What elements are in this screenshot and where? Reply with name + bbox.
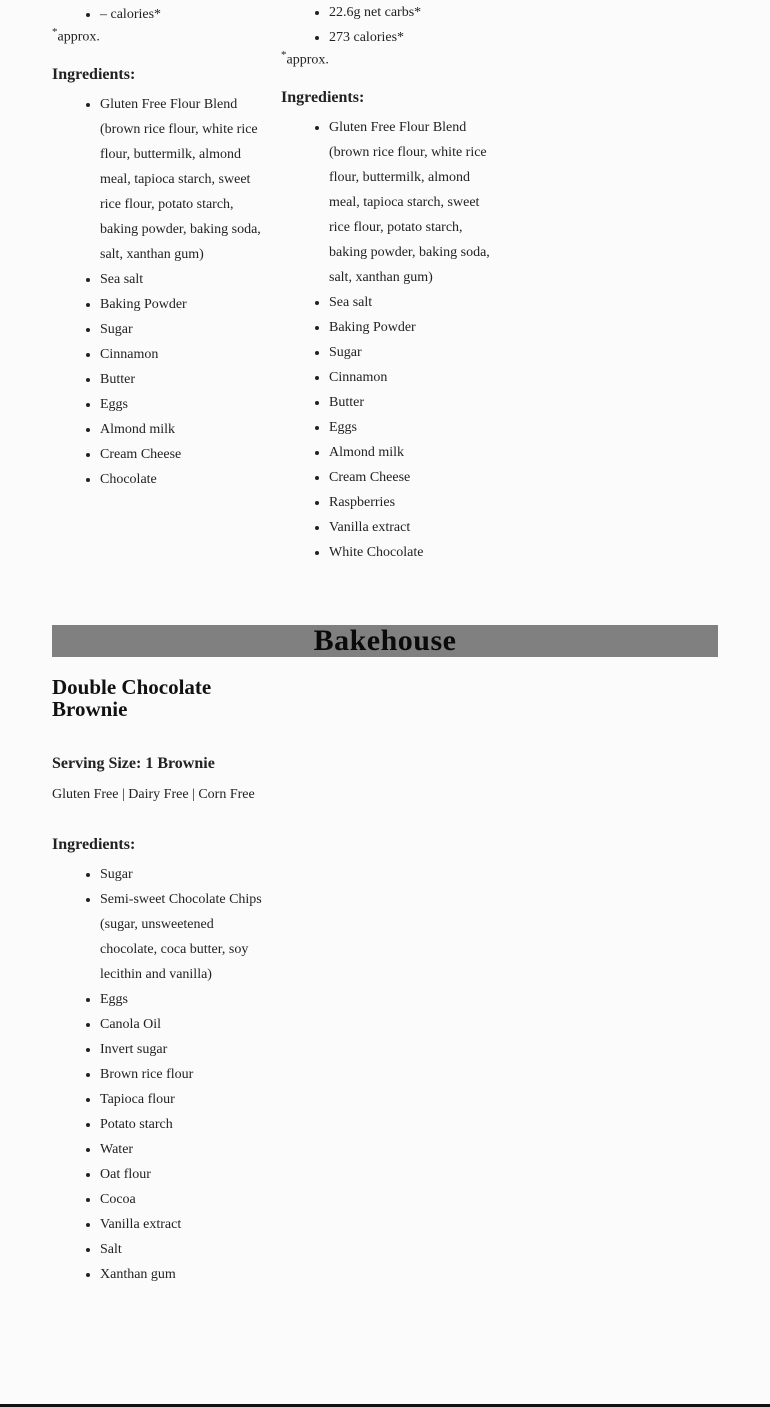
ingredient-item: • Sea salt bbox=[329, 290, 496, 315]
ingredients-heading: Ingredients: bbox=[281, 88, 365, 106]
ingredient-item: • Invert sugar bbox=[100, 1037, 267, 1062]
ingredient-item: • Potato starch bbox=[100, 1112, 267, 1137]
ingredient-item: • Raspberries bbox=[329, 490, 496, 515]
ingredients-heading: Ingredients: bbox=[52, 836, 136, 853]
bakehouse-recipe bbox=[52, 676, 267, 1287]
left-ingredients-list bbox=[52, 92, 267, 492]
ingredient-item: • Xanthan gum bbox=[100, 1262, 267, 1287]
ingredient-item: • Eggs bbox=[329, 415, 496, 440]
ingredient-item: • Semi-sweet Chocolate Chips (sugar, unsweetened chocolate, coca butter, soy lecithin and vanilla) bbox=[100, 887, 267, 987]
asterisk: * bbox=[281, 49, 287, 61]
ingredient-item: • Cocoa bbox=[100, 1187, 267, 1212]
ingredient-item: • Oat flour bbox=[100, 1162, 267, 1187]
nutrition-item: • 22.6g net carbs* bbox=[329, 0, 496, 25]
diet-tags: Gluten Free | Dairy Free | Corn Free bbox=[52, 787, 255, 802]
ingredient-item: • Eggs bbox=[100, 987, 267, 1012]
ingredient-item: • Cream Cheese bbox=[329, 465, 496, 490]
ingredients-heading: Ingredients: bbox=[52, 65, 136, 83]
right-ingredients-list bbox=[281, 115, 496, 565]
ingredient-item: • Tapioca flour bbox=[100, 1087, 267, 1112]
ingredient-item: • Almond milk bbox=[100, 417, 267, 442]
ingredient-item: • Cinnamon bbox=[329, 365, 496, 390]
ingredient-item: • Vanilla extract bbox=[100, 1212, 267, 1237]
ingredient-item: • White Chocolate bbox=[329, 540, 496, 565]
left-recipe bbox=[52, 0, 267, 492]
approx-note: *approx. bbox=[281, 49, 329, 68]
ingredient-item: • Sugar bbox=[329, 340, 496, 365]
nutrition-item: • 273 calories* bbox=[329, 25, 496, 50]
approx-note: *approx. bbox=[52, 26, 100, 45]
bakehouse-ingredients-list bbox=[52, 862, 267, 1287]
right-recipe bbox=[281, 0, 496, 565]
ingredient-item: • Butter bbox=[329, 390, 496, 415]
asterisk: * bbox=[52, 26, 58, 38]
ingredient-item: • Almond milk bbox=[329, 440, 496, 465]
right-nutrition-list bbox=[281, 0, 496, 50]
ingredient-item: • Sea salt bbox=[100, 267, 267, 292]
ingredient-item: • Sugar bbox=[100, 862, 267, 887]
section-title: Bakehouse bbox=[313, 624, 457, 657]
ingredient-item: • Cream Cheese bbox=[100, 442, 267, 467]
nutrition-item: • – calories* bbox=[100, 3, 267, 27]
ingredient-item: • Baking Powder bbox=[329, 315, 496, 340]
ingredient-item: • Chocolate bbox=[100, 467, 267, 492]
ingredient-item: • Butter bbox=[100, 367, 267, 392]
ingredient-item: • Cinnamon bbox=[100, 342, 267, 367]
ingredient-item: • Eggs bbox=[100, 392, 267, 417]
ingredient-item: • Gluten Free Flour Blend (brown rice flour, white rice flour, buttermilk, almond meal, tapioca starch, sweet rice flour, potato starch, baking powder, baking soda, salt, xanthan gum) bbox=[100, 92, 267, 267]
ingredient-item: • Sugar bbox=[100, 317, 267, 342]
ingredient-item: • Baking Powder bbox=[100, 292, 267, 317]
ingredient-item: • Canola Oil bbox=[100, 1012, 267, 1037]
section-banner bbox=[52, 625, 718, 657]
ingredient-item: • Vanilla extract bbox=[329, 515, 496, 540]
recipe-title: Double Chocolate Brownie bbox=[52, 675, 212, 721]
serving-size: Serving Size: 1 Brownie bbox=[52, 755, 215, 772]
ingredient-item: • Water bbox=[100, 1137, 267, 1162]
ingredient-item: • Brown rice flour bbox=[100, 1062, 267, 1087]
ingredient-item: • Salt bbox=[100, 1237, 267, 1262]
ingredient-item: • Gluten Free Flour Blend (brown rice flour, white rice flour, buttermilk, almond meal, tapioca starch, sweet rice flour, potato starch, baking powder, baking soda, salt, xanthan gum) bbox=[329, 115, 496, 290]
